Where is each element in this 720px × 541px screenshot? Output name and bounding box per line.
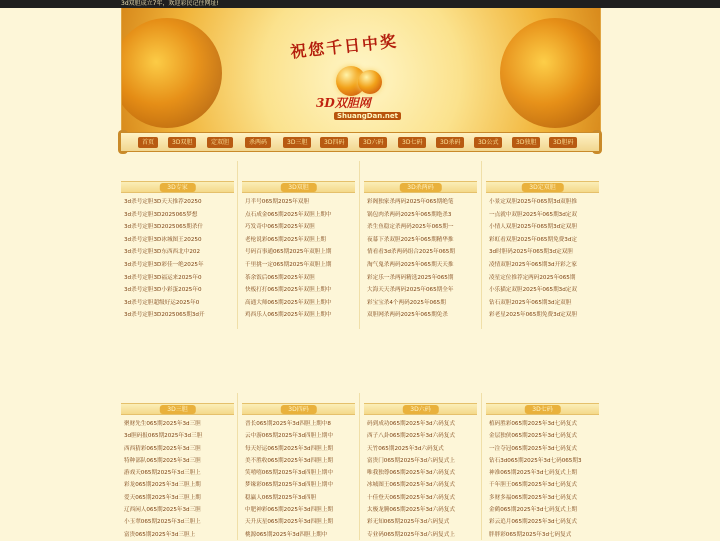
column-divider <box>481 161 482 329</box>
list-item[interactable]: 3d杀号定胆3D小彩蛋2025年0 <box>124 287 202 294</box>
list-item[interactable]: 钻石3d065期2025年3d七码065期3 <box>489 457 582 464</box>
panel-3d-experts <box>121 181 234 331</box>
panel-3d-six <box>364 403 477 540</box>
panel-title[interactable]: 3D七码 <box>524 405 560 414</box>
list-item[interactable]: 3d时胆码2025年065期3d定双胆 <box>489 249 573 256</box>
nav-item-fixed-double[interactable]: 定双胆 <box>207 137 233 148</box>
nav-item-home[interactable]: 首页 <box>138 137 158 148</box>
list-item[interactable]: 3d杀号定胆3D冰城图王20250 <box>124 236 202 243</box>
list-item[interactable]: 胖胖彩065期2025年3d七码复式 <box>489 531 572 538</box>
panel-title[interactable]: 3D三胆 <box>159 405 195 414</box>
site-logo-domain[interactable]: ShuangDan.net <box>334 112 401 120</box>
list-item[interactable]: 彩老星2025年065期免费3d定双胆 <box>489 312 577 319</box>
list-item[interactable]: 桃源065期2025年3d四胆上期中 <box>245 531 328 538</box>
column-divider <box>359 393 360 540</box>
list-item[interactable]: 富贵065期2025年3d三胆上 <box>124 531 196 538</box>
list-item[interactable]: 多财多福065期2025年3d七码复式 <box>489 494 577 501</box>
list-item[interactable]: 彩云追月065期2025年3d七码复式 <box>489 519 577 526</box>
list-item[interactable]: 晋长065期2025年3d四胆上期中8 <box>245 421 331 427</box>
list-item[interactable]: 专业码065期2025年3d六码复式上 <box>367 531 455 538</box>
list-item[interactable]: 3d杀号定胆3D2025065梦想 <box>124 211 198 218</box>
list-item[interactable]: 锅包肉杀两码2025年065期绝杀3 <box>367 211 452 218</box>
list-item[interactable]: 笑嘻嘻065期2025年3d四胆上期中 <box>245 470 333 477</box>
list-item[interactable]: 情看看3d杀两码组合2025年065期 <box>367 249 455 256</box>
list-item[interactable]: 彩阁独家杀两码2025年065期绝笔 <box>367 199 454 205</box>
list-item[interactable]: 金层独侠065期2025年3d七码复式 <box>489 433 577 440</box>
panel-title[interactable]: 3D专家 <box>159 183 195 192</box>
panel-3d-double <box>242 181 355 331</box>
panel-header <box>242 403 355 415</box>
panel-title[interactable]: 3D四码 <box>280 405 316 414</box>
list-item[interactable]: 3d杀号定胆3D2025065期杀什 <box>124 224 204 231</box>
panel-3d-seven <box>486 403 599 540</box>
site-banner <box>121 8 601 132</box>
panel-title[interactable]: 3D定双胆 <box>521 183 563 192</box>
list-item[interactable]: 巧发奇中065期2025年双胆 <box>245 224 315 231</box>
panel-3d-four <box>242 403 355 540</box>
nav-item-3d-double[interactable]: 3D双胆 <box>168 137 196 148</box>
list-item[interactable]: 梦缘彩065期2025年3d四胆上期中 <box>245 482 333 489</box>
list-item[interactable]: 一注夺冠065期2025年3d七码复式 <box>489 445 577 452</box>
list-item[interactable]: 点石成金065期2025年双胆上期中 <box>245 211 332 218</box>
list-item[interactable]: 3d胆码报065期2025年3d三胆 <box>124 433 203 440</box>
list-item[interactable]: 美不胜收065期2025年3d四胆上期 <box>245 457 333 464</box>
list-item[interactable]: 千年胆王065期2025年3d七码复式 <box>489 482 577 489</box>
list-item[interactable]: 夜幕下杀双胆2025年065期精华推 <box>367 236 454 243</box>
nav-item-3d-four[interactable]: 3D四码 <box>320 137 348 148</box>
article-list <box>245 196 355 322</box>
list-item[interactable]: 特种部队065期2025年3d三胆 <box>124 457 201 464</box>
list-item[interactable]: 快板打打065期2025年双胆上期中 <box>245 287 332 294</box>
list-item[interactable]: 3d杀号定胆3D天天推荐20250 <box>124 199 202 205</box>
list-item[interactable]: 彩宝宝杀4个两码2025年065期 <box>367 299 446 306</box>
nav-item-kill-two[interactable]: 杀两码 <box>245 137 271 148</box>
dragon-left-image <box>121 18 222 128</box>
article-list <box>367 196 477 322</box>
list-item[interactable]: 植码胜彩065期2025年3d七码复式 <box>489 421 577 427</box>
list-item[interactable]: 彩无知065期2025年3d六码复式 <box>367 519 450 526</box>
list-item[interactable]: 富贵门065期2025年3d六码复式上 <box>367 457 455 464</box>
article-list <box>124 418 234 541</box>
panel-header <box>242 181 355 193</box>
list-item[interactable]: 凌情双胆2025年065期3d开彩之家 <box>489 261 577 268</box>
list-item[interactable]: 中肥神彩065期2025年3d四胆上期 <box>245 507 333 514</box>
list-item[interactable]: 千里挑一定065期2025年双胆上期 <box>245 261 332 268</box>
top-notice-bar <box>0 0 720 8</box>
panel-3d-fixed-double <box>486 181 599 331</box>
list-item[interactable]: 3d杀号定胆3D2025065期3d开 <box>124 312 205 319</box>
list-item[interactable]: 辽西闲人065期2025年3d三胆 <box>124 507 201 514</box>
list-item[interactable]: 小乐猫定双胆2025年065期3d定双 <box>489 287 577 294</box>
list-item[interactable]: 彩定乐一杀两码精选2025年065期 <box>367 274 454 281</box>
list-item[interactable]: 彩龙065期2025年3d三胆上期 <box>124 482 201 489</box>
nav-item-3d-triple[interactable]: 3D三胆 <box>283 137 311 148</box>
panel-header <box>121 403 234 415</box>
panel-3d-triple <box>121 403 234 540</box>
list-item[interactable]: 爱天065期2025年3d三胆上期 <box>124 494 201 501</box>
list-item[interactable]: 金鹤065期2025年3d七码复式上期 <box>489 507 577 514</box>
main-nav <box>121 132 599 152</box>
top-notice-text: 3d双胆成立7年，欢迎彩民记住网址! <box>121 0 219 7</box>
list-item[interactable]: 码到成功065期2025年3d六码复式 <box>367 421 455 427</box>
list-item[interactable]: 天升庆星065期2025年3d四胆上期 <box>245 519 333 526</box>
column-divider <box>237 161 238 329</box>
nav-item-3d-formula[interactable]: 3D公式 <box>474 137 502 148</box>
list-item[interactable]: 一点就中双胆2025年065期3d定双 <box>489 211 577 218</box>
list-item[interactable]: 小情人双胆2025年065期3d定双胆 <box>489 224 577 231</box>
dragon-right-image <box>500 18 601 128</box>
column-divider <box>359 161 360 329</box>
list-item[interactable]: 淘气鬼杀两码2025年065期天天推 <box>367 261 454 268</box>
list-item[interactable]: 小景定双胆2025年065期3d双胆推 <box>489 199 577 205</box>
article-list <box>367 418 477 541</box>
panel-title[interactable]: 3D双胆 <box>280 183 316 192</box>
list-item[interactable]: 小玉翠065期2025年3d三胆上 <box>124 519 201 526</box>
list-item[interactable]: 聚财先生065期2025年3d三胆 <box>124 421 201 427</box>
nav-item-3d-six[interactable]: 3D六码 <box>359 137 387 148</box>
list-item[interactable]: 游戏天065期2025年3d三胆上 <box>124 470 201 477</box>
site-logo[interactable]: 3D双胆网 <box>316 96 371 110</box>
list-item[interactable]: 老枪说彩065期2025年双胆上期 <box>245 236 326 243</box>
list-item[interactable]: 号码百事通065期2025年双胆上期 <box>245 249 332 256</box>
list-item[interactable]: 冰城图王065期2025年3d六码复式 <box>367 482 455 489</box>
panel-header <box>486 403 599 415</box>
list-item[interactable]: 3d杀号定胆3D东西西北中202 <box>124 249 200 256</box>
nav-item-3d-single[interactable]: 3D独胆 <box>512 137 540 148</box>
list-item[interactable]: 茶余饭后065期2025年双胆 <box>245 274 315 281</box>
list-item[interactable]: 每天好运065期2025年3d四胆上期 <box>245 445 333 452</box>
panel-title[interactable]: 3D杀两码 <box>399 183 441 192</box>
list-item[interactable]: 稳赢人065期2025年3d四胆 <box>245 494 317 501</box>
list-item[interactable]: 云中游065期2025年3d四胆上期中 <box>245 433 333 440</box>
list-item[interactable]: 钻石双胆2025年065期3d定双胆 <box>489 299 572 306</box>
article-list <box>245 418 355 541</box>
panel-title[interactable]: 3D六码 <box>402 405 438 414</box>
list-item[interactable]: 神准065期2025年3d七码复式上期 <box>489 470 577 477</box>
panel-header <box>364 403 477 415</box>
panel-header <box>486 181 599 193</box>
list-item[interactable]: 凌星定位推荐定两码2025年065期 <box>489 274 576 281</box>
list-item[interactable]: 3d杀号定胆3D彩佳一绝2025年 <box>124 261 204 268</box>
nav-item-3d-kill[interactable]: 3D杀码 <box>436 137 464 148</box>
list-item[interactable]: 十佳登天065期2025年3d六码复式 <box>367 494 455 501</box>
list-item[interactable]: 鸡西乐人065期2025年双胆上期中 <box>245 312 332 319</box>
article-list <box>124 196 234 322</box>
nav-item-3d-seven[interactable]: 3D七码 <box>398 137 426 148</box>
panel-header <box>364 181 477 193</box>
panel-header <box>121 181 234 193</box>
list-item[interactable]: 双胆网杀两码2025年065期免杀 <box>367 312 448 319</box>
article-list <box>489 418 599 541</box>
list-item[interactable]: 彩虹看双胆2025年065期免费3d定 <box>489 236 577 243</box>
list-item[interactable]: 大海天天杀两码2025年065期全年 <box>367 287 454 294</box>
golden-egg-icon <box>358 70 382 94</box>
list-item[interactable]: 天竹065期2025年3d六码复式 <box>367 445 444 452</box>
list-item[interactable]: 3d杀号定胆3D福运来2025年0 <box>124 274 202 281</box>
list-item[interactable]: 高通大师065期2025年双胆上期中 <box>245 299 332 306</box>
list-item[interactable]: 西西猜彩065期2025年3d三胆 <box>124 445 201 452</box>
panel-3d-kill-two <box>364 181 477 331</box>
column-divider <box>237 393 238 540</box>
list-item[interactable]: 杀生鱼稳定杀两码2025年065期一 <box>367 224 454 231</box>
banner-slogan: 祝您千日中奖 <box>289 31 399 62</box>
list-item[interactable]: 西子八卦065期2025年3d六码复式 <box>367 433 455 440</box>
article-list <box>489 196 599 322</box>
list-item[interactable]: 唯我独尊065期2025年3d六码复式 <box>367 470 455 477</box>
list-item[interactable]: 3d杀号定胆超级好运2025年0 <box>124 299 200 306</box>
column-divider <box>481 393 482 540</box>
list-item[interactable]: 月半号065期2025年双胆 <box>245 199 310 205</box>
list-item[interactable]: 太极龙腾065期2025年3d六码复式 <box>367 507 455 514</box>
nav-item-3d-code[interactable]: 3D胆码 <box>549 137 577 148</box>
